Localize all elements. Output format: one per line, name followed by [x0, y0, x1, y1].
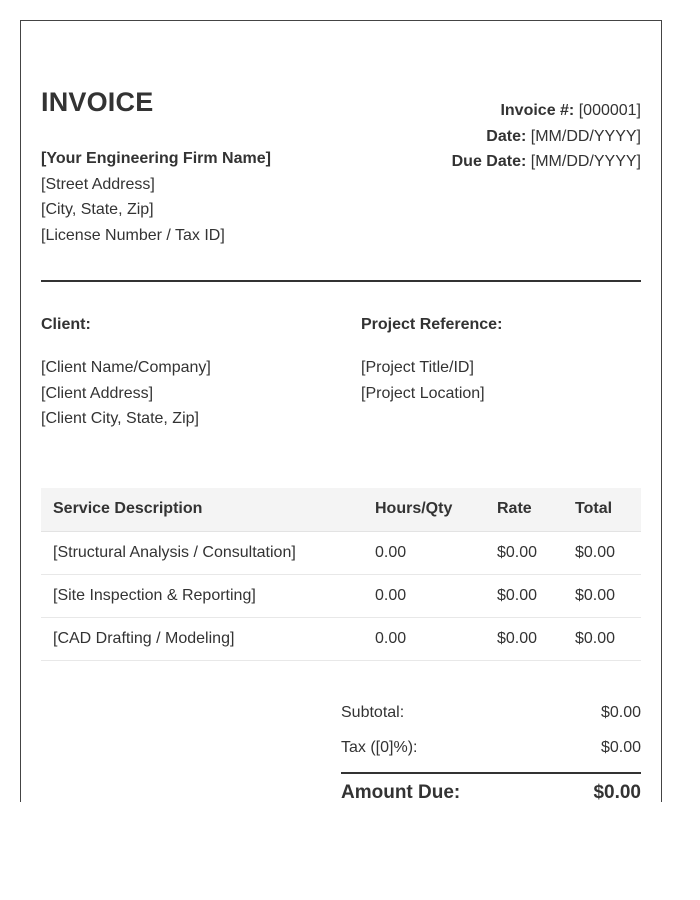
invoice-number-line: [452, 98, 641, 124]
row-rate: $0.00: [485, 531, 563, 574]
client-heading: Client:: [41, 316, 91, 333]
invoice-due-line: [452, 149, 641, 175]
header-divider: [41, 280, 641, 282]
row-hours: 0.00: [363, 617, 485, 660]
row-rate: $0.00: [485, 617, 563, 660]
client-name: [Client Name/Company]: [41, 359, 211, 376]
row-description: [CAD Drafting / Modeling]: [41, 617, 363, 660]
row-description: [Site Inspection & Reporting]: [41, 574, 363, 617]
row-total: $0.00: [563, 617, 641, 660]
firm-name: [Your Engineering Firm Name]: [41, 150, 271, 167]
services-table: [41, 488, 641, 661]
header-description: Service Description: [41, 488, 363, 531]
subtotal-value: $0.00: [600, 703, 641, 721]
project-title: [Project Title/ID]: [361, 359, 474, 376]
header-rate: Rate: [485, 488, 563, 531]
client-city: [Client City, State, Zip]: [41, 410, 199, 427]
invoice-title: INVOICE: [41, 87, 154, 117]
row-total: $0.00: [563, 574, 641, 617]
amount-due-value: $0.00: [593, 782, 641, 802]
header-hours: Hours/Qty: [363, 488, 485, 531]
invoice-due-value: [MM/DD/YYYY]: [530, 153, 641, 170]
invoice-date-line: [452, 124, 641, 150]
table-header-row: [41, 488, 641, 531]
firm-city: [City, State, Zip]: [41, 201, 154, 218]
project-heading: Project Reference:: [361, 316, 503, 333]
row-hours: 0.00: [363, 531, 485, 574]
row-rate: $0.00: [485, 574, 563, 617]
invoice-number-value: [000001]: [578, 102, 641, 119]
project-location: [Project Location]: [361, 384, 485, 402]
invoice-number-label: Invoice #:: [500, 102, 575, 119]
tax-label: Tax ([0]%):: [341, 738, 418, 756]
amount-due-row: [341, 774, 641, 802]
invoice-sheet: [20, 20, 662, 802]
firm-street: [Street Address]: [41, 175, 155, 193]
firm-details: [41, 146, 271, 248]
invoice-date-label: Date:: [486, 127, 527, 145]
client-details: [41, 355, 211, 432]
project-details: [361, 355, 485, 406]
subtotal-label: Subtotal:: [341, 703, 405, 721]
totals-block: [341, 695, 641, 802]
invoice-due-label: Due Date:: [451, 153, 527, 170]
amount-due-label: Amount Due:: [341, 782, 461, 802]
row-total: $0.00: [563, 531, 641, 574]
header-total: Total: [563, 488, 641, 531]
firm-license: [License Number / Tax ID]: [41, 226, 225, 244]
client-address: [Client Address]: [41, 384, 154, 402]
tax-row: [341, 730, 641, 765]
invoice-date-value: [MM/DD/YYYY]: [530, 127, 641, 145]
table-row: [41, 574, 641, 617]
row-hours: 0.00: [363, 574, 485, 617]
table-row: [41, 617, 641, 660]
table-row: [41, 531, 641, 574]
subtotal-row: [341, 695, 641, 730]
tax-value: $0.00: [600, 738, 641, 756]
invoice-meta: [452, 98, 641, 175]
row-description: [Structural Analysis / Consultation]: [41, 531, 363, 574]
